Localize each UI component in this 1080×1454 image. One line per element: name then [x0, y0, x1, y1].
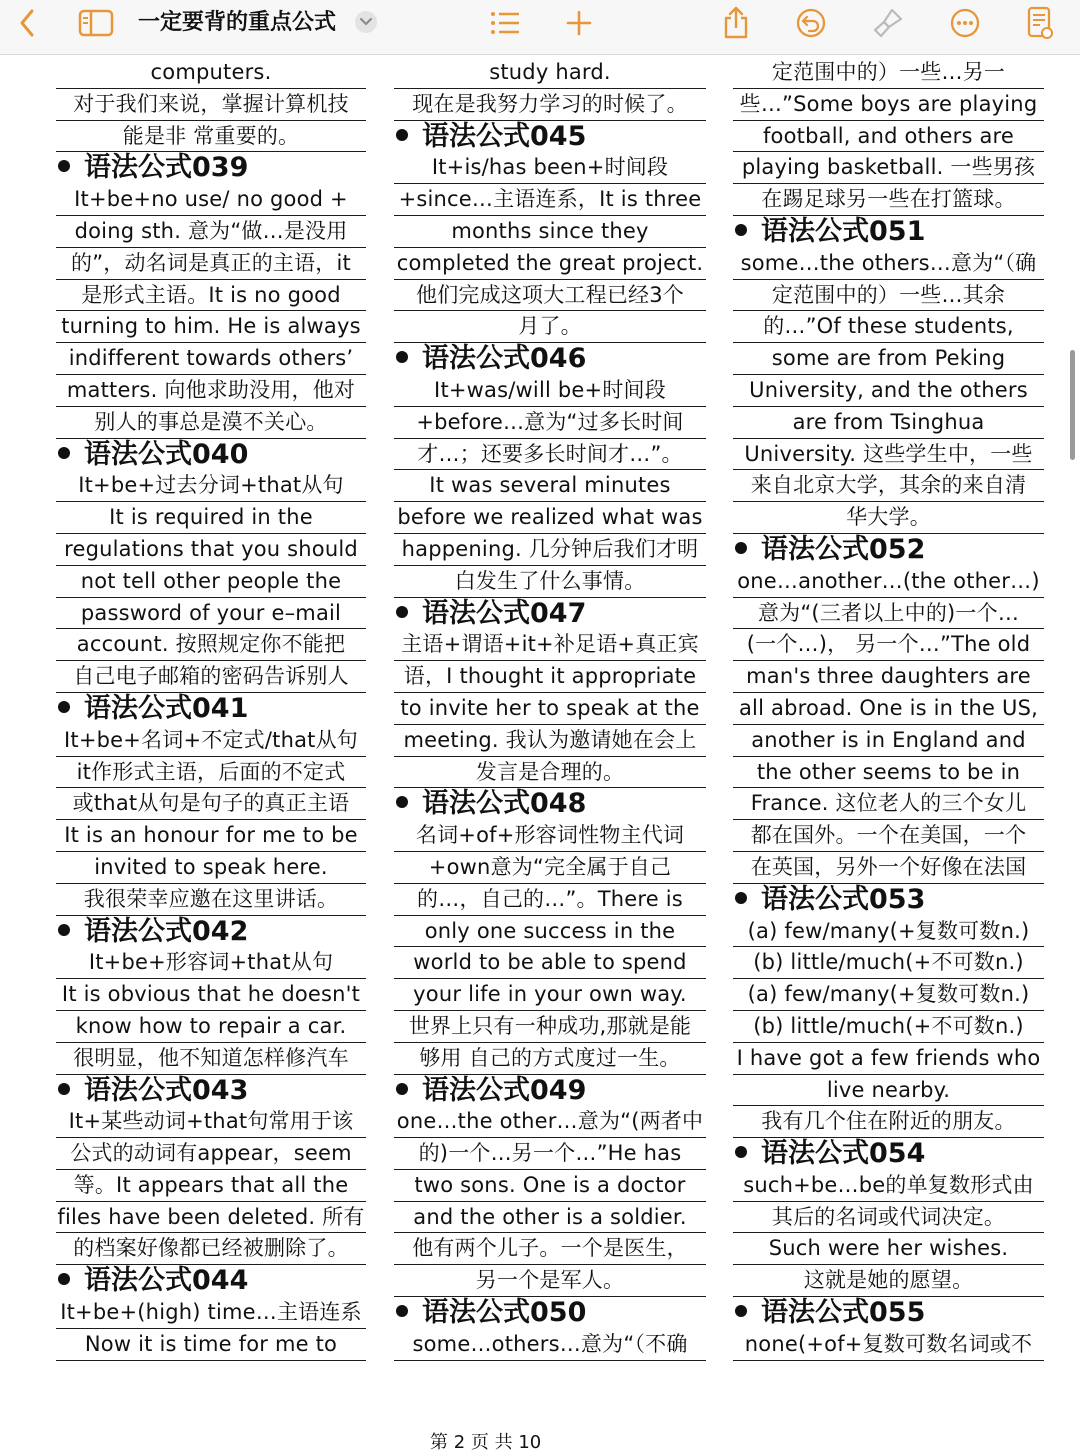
text-line: files have been deleted. 所有: [56, 1202, 366, 1234]
text-line: 些…”Some boys are playing: [733, 89, 1044, 121]
formula-heading: [394, 121, 706, 153]
text-line: doing sth. 意为“做…是没用: [56, 216, 366, 248]
text-line: It was several minutes: [394, 470, 706, 502]
formula-heading-text: 语法公式040: [84, 438, 249, 470]
text-line: 才…；还要多长时间才…”。: [394, 439, 706, 471]
document-page[interactable]: [0, 54, 1080, 1440]
text-line: completed the great project.: [394, 248, 706, 280]
formula-heading-text: 语法公式053: [761, 883, 926, 915]
text-line: 的)一个…另一个…”He has: [394, 1138, 706, 1170]
share-icon[interactable]: [718, 5, 754, 41]
text-line: the other seems to be in: [733, 757, 1044, 789]
formula-heading-text: 语法公式043: [84, 1074, 249, 1106]
bullet-icon: [735, 892, 747, 904]
text-line: 这就是她的愿望。: [733, 1265, 1044, 1297]
text-line: playing basketball. 一些男孩: [733, 152, 1044, 184]
text-line: 他们完成这项大工程已经3个: [394, 280, 706, 312]
more-icon[interactable]: [947, 5, 983, 41]
text-column-1: [56, 57, 366, 1361]
bullet-icon: [735, 542, 747, 554]
text-line: 很明显，他不知道怎样修汽车: [56, 1043, 366, 1075]
text-line: 或that从句是句子的真正主语: [56, 788, 366, 820]
text-line: (b) little/much(+不可数n.): [733, 1011, 1044, 1043]
text-line: 另一个是军人。: [394, 1265, 706, 1297]
text-line: 世界上只有一种成功,那就是能: [394, 1011, 706, 1043]
bullet-icon: [396, 796, 408, 808]
formula-heading-text: 语法公式055: [761, 1297, 926, 1329]
text-line: 月了。: [394, 311, 706, 343]
add-icon[interactable]: [561, 5, 597, 41]
text-line: months since they: [394, 216, 706, 248]
text-line: some…others…意为“（不确: [394, 1329, 706, 1361]
formula-heading: [394, 788, 706, 820]
text-line: invited to speak here.: [56, 852, 366, 884]
text-line: It+be+(high) time…主语连系: [56, 1297, 366, 1329]
toolbar: [0, 0, 1080, 55]
text-line: some are from Peking: [733, 343, 1044, 375]
text-line: all abroad. One is in the US,: [733, 693, 1044, 725]
text-line: 能是非 常重要的。: [56, 121, 366, 153]
bullet-icon: [58, 924, 70, 936]
bullet-icon: [58, 160, 70, 172]
text-line: 自己电子邮箱的密码告诉别人: [56, 661, 366, 693]
text-line: 等。It appears that all the: [56, 1170, 366, 1202]
text-line: one…the other…意为“(两者中: [394, 1106, 706, 1138]
formula-heading: [733, 1138, 1044, 1170]
text-line: +own意为“完全属于自己: [394, 852, 706, 884]
text-line: It is required in the: [56, 502, 366, 534]
text-line: and the other is a soldier.: [394, 1202, 706, 1234]
text-line: another is in England and: [733, 725, 1044, 757]
text-line: regulations that you should: [56, 534, 366, 566]
text-line: Such were her wishes.: [733, 1233, 1044, 1265]
back-chevron-icon[interactable]: [10, 5, 44, 41]
text-line: turning to him. He is always: [56, 311, 366, 343]
bullet-icon: [58, 1083, 70, 1095]
text-line: world to be able to spend: [394, 947, 706, 979]
formula-heading: [56, 916, 366, 948]
text-line: University. 这些学生中，一些: [733, 439, 1044, 471]
page-footer: 第 2 页 共 10: [430, 1432, 542, 1453]
bullet-icon: [396, 351, 408, 363]
formula-heading-text: 语法公式044: [84, 1265, 249, 1297]
text-line: 我有几个住在附近的朋友。: [733, 1106, 1044, 1138]
scrollbar[interactable]: [1070, 350, 1075, 460]
formula-heading: [733, 1297, 1044, 1329]
bullet-icon: [58, 447, 70, 459]
text-line: 现在是我努力学习的时候了。: [394, 89, 706, 121]
text-line: before we realized what was: [394, 502, 706, 534]
text-line: It+is/has been+时间段: [394, 152, 706, 184]
bullet-icon: [58, 1273, 70, 1285]
formula-heading-text: 语法公式054: [761, 1138, 926, 1170]
text-line: 的档案好像都已经被删除了。: [56, 1233, 366, 1265]
text-line: some…the others…意为“（确: [733, 248, 1044, 280]
text-line: 在英国，另外一个好像在法国: [733, 852, 1044, 884]
formula-heading-text: 语法公式046: [422, 343, 587, 375]
text-line: It+be+形容词+that从句: [56, 947, 366, 979]
list-icon[interactable]: [487, 5, 523, 41]
text-line: France. 这位老人的三个女儿: [733, 788, 1044, 820]
document-icon[interactable]: [1022, 5, 1058, 41]
text-line: your life in your own way.: [394, 979, 706, 1011]
text-line: man's three daughters are: [733, 661, 1044, 693]
text-line: matters. 向他求助没用，他对: [56, 375, 366, 407]
text-line: password of your e–mail: [56, 598, 366, 630]
formula-heading-text: 语法公式039: [84, 152, 249, 184]
text-line: Now it is time for me to: [56, 1329, 366, 1361]
text-line: computers.: [56, 57, 366, 89]
text-line: 定范围中的）一些…其余: [733, 280, 1044, 312]
bullet-icon: [396, 1305, 408, 1317]
text-line: (a) few/many(+复数可数n.): [733, 916, 1044, 948]
text-line: it作形式主语，后面的不定式: [56, 757, 366, 789]
text-line: 在踢足球另一些在打篮球。: [733, 184, 1044, 216]
text-line: 的”，动名词是真正的主语，it: [56, 248, 366, 280]
formula-heading-text: 语法公式048: [422, 788, 587, 820]
text-line: It is an honour for me to be: [56, 820, 366, 852]
text-line: It+be+过去分词+that从句: [56, 470, 366, 502]
formula-heading: [394, 1075, 706, 1107]
text-line: none(+of+复数可数名词或不: [733, 1329, 1044, 1361]
formula-heading-text: 语法公式052: [761, 533, 926, 565]
formula-heading: [56, 439, 366, 471]
text-line: It+某些动词+that句常用于该: [56, 1106, 366, 1138]
formula-heading: [56, 152, 366, 184]
sidebar-icon[interactable]: [76, 5, 116, 41]
text-line: It+was/will be+时间段: [394, 375, 706, 407]
bullet-icon: [735, 224, 747, 236]
text-line: It is obvious that he doesn't: [56, 979, 366, 1011]
formula-heading-text: 语法公式045: [422, 120, 587, 152]
formula-heading: [733, 216, 1044, 248]
formula-heading: [733, 534, 1044, 566]
text-line: 华大学。: [733, 502, 1044, 534]
text-line: 发言是合理的。: [394, 757, 706, 789]
text-line: 白发生了什么事情。: [394, 566, 706, 598]
bullet-icon: [396, 1083, 408, 1095]
formula-heading-text: 语法公式042: [84, 915, 249, 947]
text-line: 别人的事总是漠不关心。: [56, 407, 366, 439]
text-line: 来自北京大学，其余的来自清: [733, 470, 1044, 502]
text-line: (b) little/much(+不可数n.): [733, 947, 1044, 979]
formula-heading-text: 语法公式041: [84, 692, 249, 724]
text-line: +since…主语连系，It is three: [394, 184, 706, 216]
title-chevron-icon[interactable]: [355, 11, 377, 33]
formula-heading-text: 语法公式047: [422, 597, 587, 629]
text-line: 的…，自己的…”。There is: [394, 884, 706, 916]
text-line: happening. 几分钟后我们才明: [394, 534, 706, 566]
text-line: +before…意为“过多长时间: [394, 407, 706, 439]
formula-heading: [394, 598, 706, 630]
text-line: two sons. One is a doctor: [394, 1170, 706, 1202]
bullet-icon: [735, 1146, 747, 1158]
formula-heading-text: 语法公式049: [422, 1074, 587, 1106]
text-line: It+be+名词+不定式/that从句: [56, 725, 366, 757]
text-line: 名词+of+形容词性物主代词: [394, 820, 706, 852]
text-line: 定范围中的）一些…另一: [733, 57, 1044, 89]
brush-icon[interactable]: [870, 5, 906, 41]
formula-heading-text: 语法公式050: [422, 1297, 587, 1329]
text-line: 够用 自己的方式度过一生。: [394, 1043, 706, 1075]
text-line: football, and others are: [733, 121, 1044, 153]
bullet-icon: [396, 606, 408, 618]
undo-icon[interactable]: [793, 5, 829, 41]
text-line: account. 按照规定你不能把: [56, 629, 366, 661]
text-line: 语，I thought it appropriate: [394, 661, 706, 693]
text-line: 意为“(三者以上中的)一个…: [733, 598, 1044, 630]
bullet-icon: [396, 129, 408, 141]
text-line: to invite her to speak at the: [394, 693, 706, 725]
text-line: (a) few/many(+复数可数n.): [733, 979, 1044, 1011]
text-line: It+be+no use/ no good +: [56, 184, 366, 216]
text-line: 对于我们来说，掌握计算机技: [56, 89, 366, 121]
text-line: University, and the others: [733, 375, 1044, 407]
text-line: 公式的动词有appear，seem: [56, 1138, 366, 1170]
text-line: not tell other people the: [56, 566, 366, 598]
text-column-2: [394, 57, 706, 1361]
text-line: 我很荣幸应邀在这里讲话。: [56, 884, 366, 916]
text-line: 的…”Of these students,: [733, 311, 1044, 343]
formula-heading-text: 语法公式051: [761, 215, 926, 247]
text-column-3: [733, 57, 1044, 1361]
text-line: are from Tsinghua: [733, 407, 1044, 439]
text-line: indifferent towards others’: [56, 343, 366, 375]
formula-heading: [56, 693, 366, 725]
formula-heading: [56, 1265, 366, 1297]
text-line: 主语+谓语+it+补足语+真正宾: [394, 629, 706, 661]
text-line: 是形式主语。It is no good: [56, 280, 366, 312]
text-line: meeting. 我认为邀请她在会上: [394, 725, 706, 757]
formula-heading: [733, 884, 1044, 916]
formula-heading: [394, 343, 706, 375]
formula-heading: [56, 1075, 366, 1107]
text-line: such+be…be的单复数形式由: [733, 1170, 1044, 1202]
text-line: I have got a few friends who: [733, 1043, 1044, 1075]
text-line: live nearby.: [733, 1075, 1044, 1107]
text-line: study hard.: [394, 57, 706, 89]
text-line: 他有两个儿子。一个是医生，: [394, 1233, 706, 1265]
text-line: one…another…(the other…): [733, 566, 1044, 598]
formula-heading: [394, 1297, 706, 1329]
text-line: know how to repair a car.: [56, 1011, 366, 1043]
document-title[interactable]: 一定要背的重点公式: [138, 10, 337, 35]
text-line: 都在国外。一个在美国，一个: [733, 820, 1044, 852]
text-line: (一个…)， 另一个…”The old: [733, 629, 1044, 661]
text-line: 其后的名词或代词决定。: [733, 1202, 1044, 1234]
bullet-icon: [58, 701, 70, 713]
bullet-icon: [735, 1305, 747, 1317]
text-line: only one success in the: [394, 916, 706, 948]
